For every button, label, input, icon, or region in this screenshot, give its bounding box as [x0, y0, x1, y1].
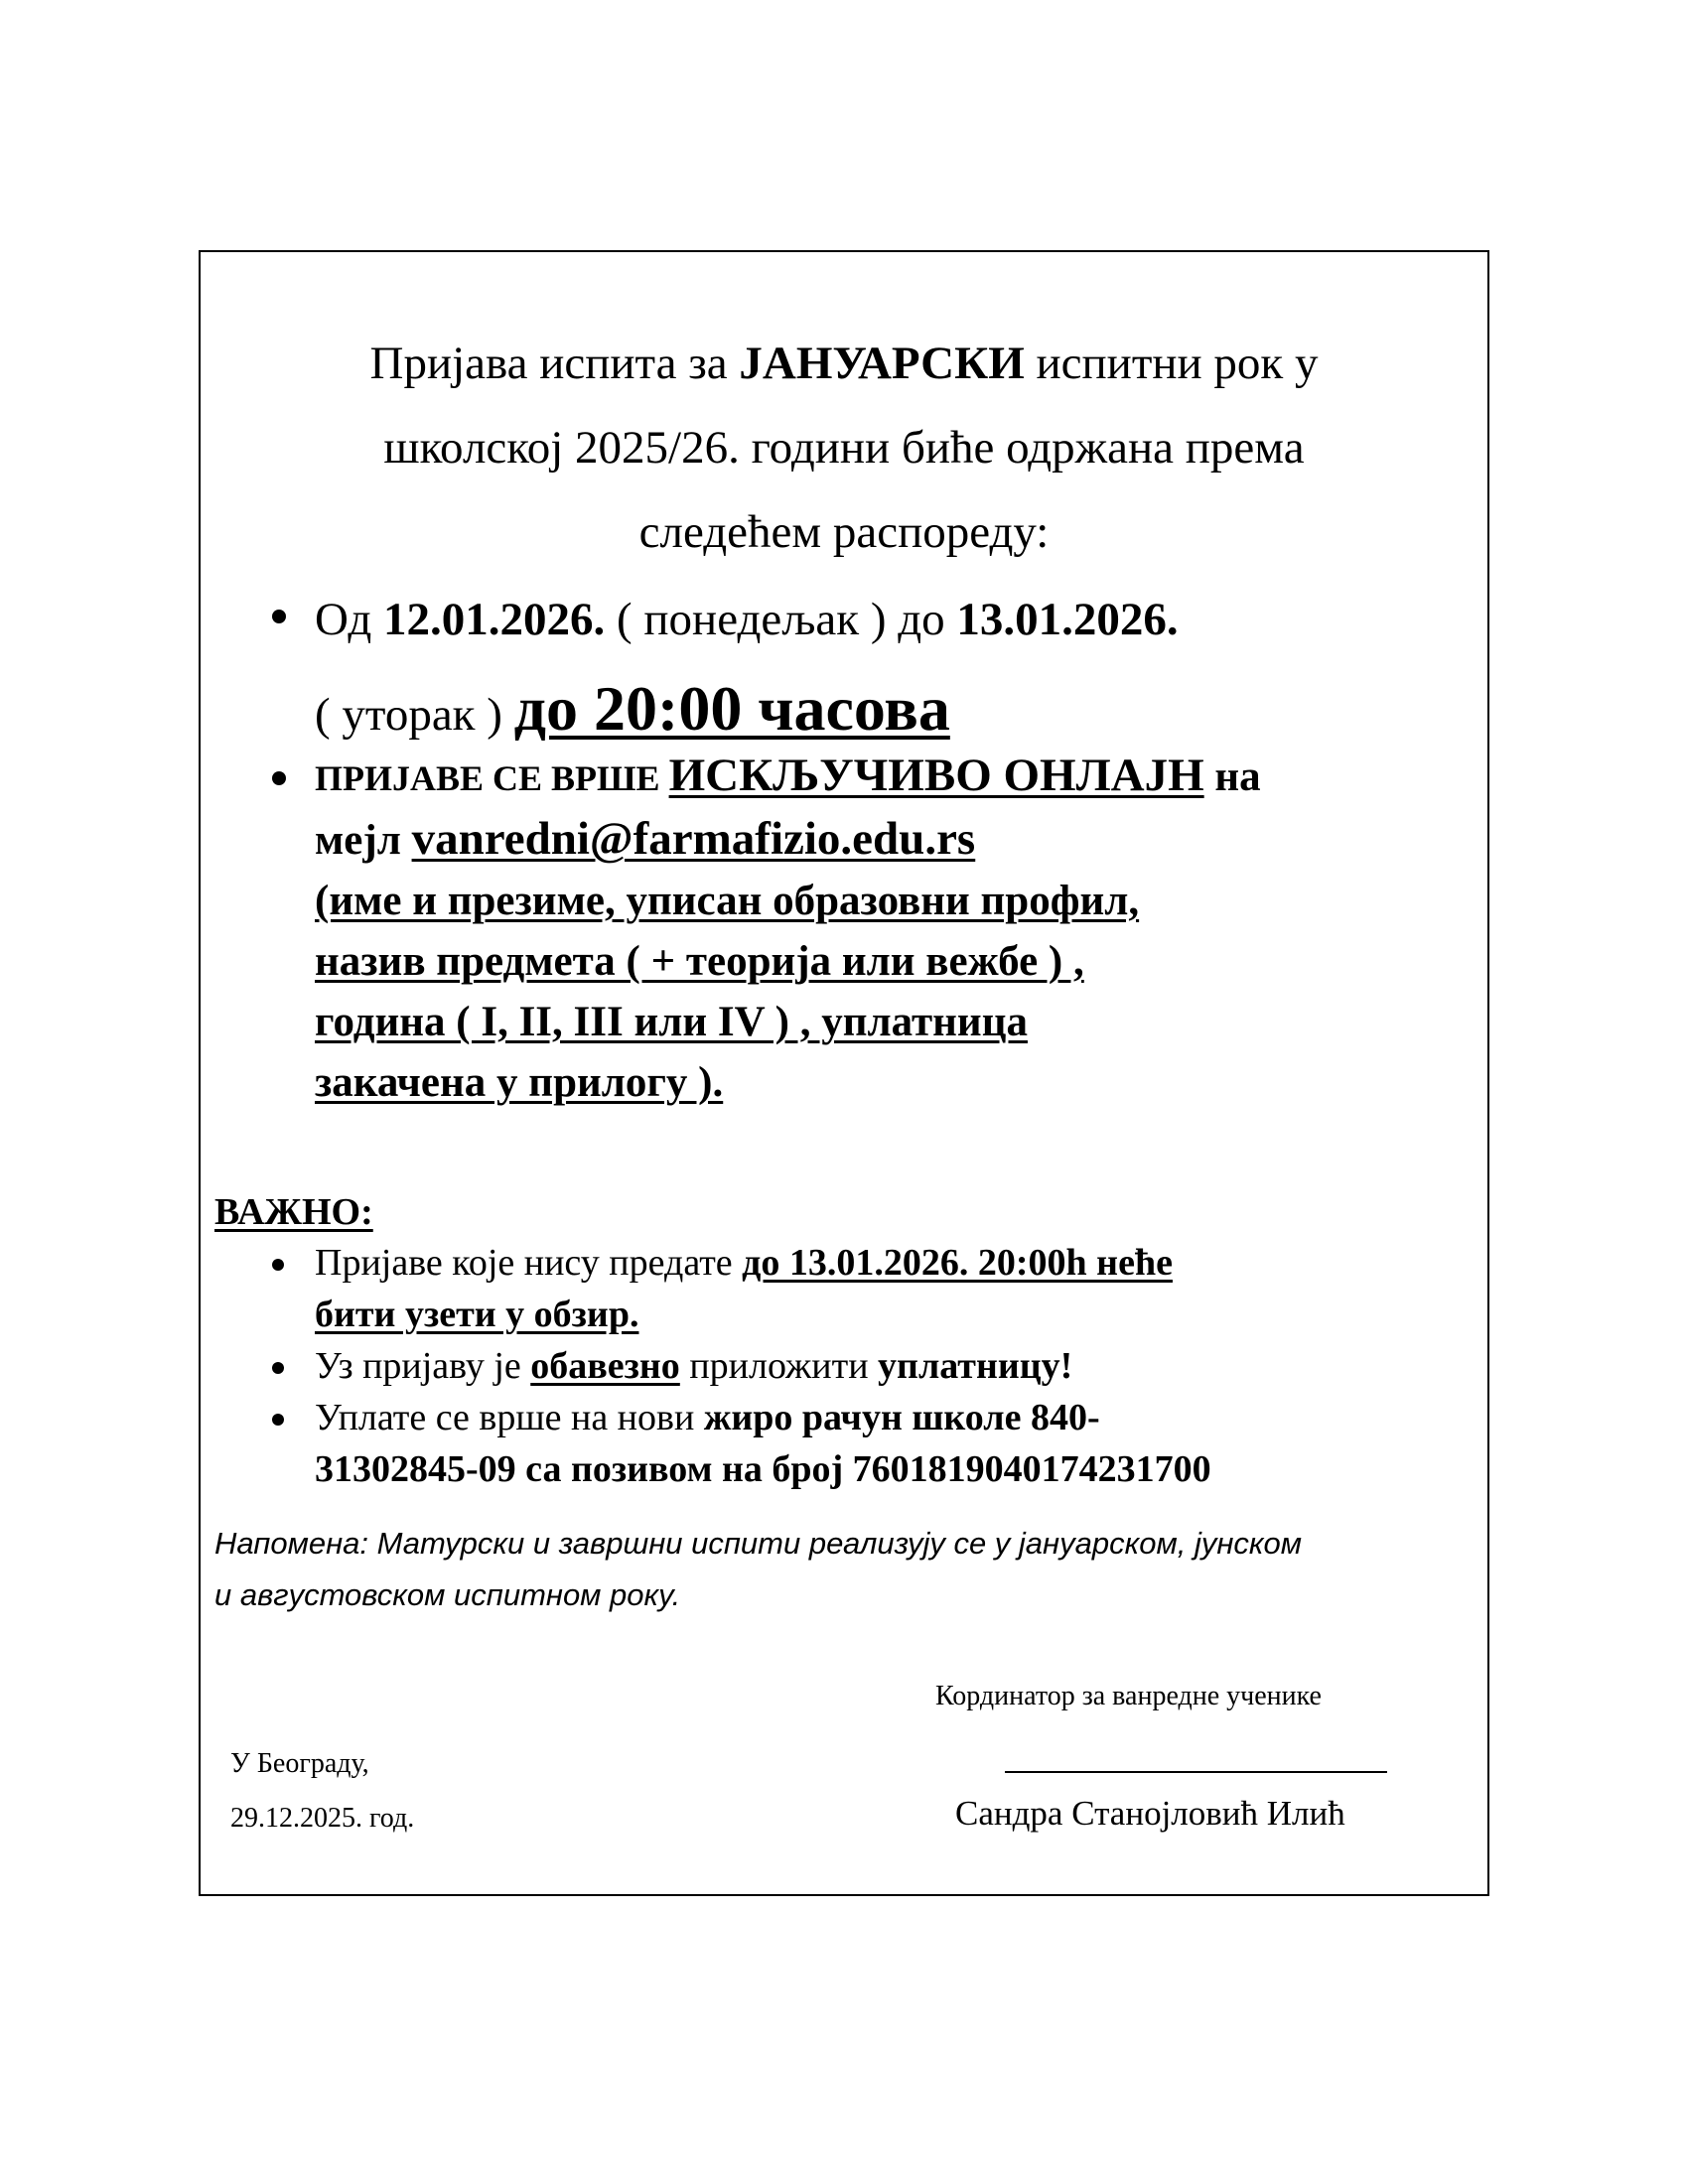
- place: У Београду,: [230, 1748, 369, 1779]
- online-line-2: мејл vanredni@farmafizio.edu.rs: [315, 813, 976, 865]
- remark-line-2: и августовском испитном року.: [214, 1577, 681, 1612]
- issue-date: 29.12.2025. год.: [230, 1803, 415, 1834]
- online-details-3: година ( I, II, III или IV ) , уплатница: [315, 999, 1028, 1045]
- schedule-line-1: Од 12.01.2026. ( понедељак ) до 13.01.2026.: [315, 594, 1179, 645]
- exclusive-online: ИСКЉУЧИВО ОНЛАЈН: [668, 750, 1204, 801]
- place-and-date: [230, 1736, 414, 1845]
- start-date: 12.01.2026.: [383, 594, 606, 645]
- important-notes: [315, 1237, 1211, 1495]
- bullet-icon: [272, 1414, 284, 1426]
- online-submission: [315, 746, 1261, 1113]
- bullet-icon: [272, 610, 286, 623]
- intro-line-1: Пријава испита за ЈАНУАРСКИ испитни рок у: [369, 338, 1319, 389]
- online-line-1: ПРИЈАВЕ СЕ ВРШЕ ИСКЉУЧИВО ОНЛАЈН на: [315, 750, 1261, 801]
- intro-line-2: школској 2025/26. години биће одржана према: [383, 422, 1305, 474]
- email-link[interactable]: vanredni@farmafizio.edu.rs: [411, 813, 976, 865]
- remark-note: [214, 1518, 1302, 1621]
- deadline-time: до 20:00 часова: [513, 673, 950, 744]
- intro-line-3: следећем распореду:: [638, 506, 1050, 558]
- coordinator-title: Кординатор за ванредне ученике: [935, 1681, 1322, 1711]
- end-date: 13.01.2026.: [956, 594, 1179, 645]
- signature-line: [1005, 1771, 1387, 1773]
- online-details-1: (име и презиме, уписан образовни профил,: [315, 878, 1140, 924]
- bullet-icon: [272, 1362, 284, 1374]
- coordinator-name: Сандра Станојловић Илић: [955, 1794, 1345, 1833]
- important-heading: ВАЖНО:: [214, 1191, 373, 1233]
- remark-line-1: Напомена: Матурски и завршни испити реализују се у јануарском, јунском: [214, 1526, 1303, 1561]
- online-details-4: закачена у прилогу ).: [315, 1059, 724, 1106]
- month-highlight: ЈАНУАРСКИ: [739, 338, 1025, 389]
- bullet-icon: [272, 1259, 284, 1271]
- schedule-dates: [315, 575, 1179, 759]
- note-1-line-1: Пријаве које нису предате до 13.01.2026. 20:00h неће: [315, 1242, 1173, 1284]
- online-details-2: назив предмета ( + теорија или вежбе ) ,: [315, 938, 1084, 985]
- payment-account: 31302845-09 са позивом на број 7601819040174231700: [315, 1448, 1211, 1490]
- notice-frame: [199, 250, 1489, 1896]
- bullet-icon: [272, 771, 286, 785]
- note-3-line-1: Уплате се врше на нови жиро рачун школе 840-: [315, 1397, 1100, 1438]
- note-1-line-2: бити узети у обзир.: [315, 1294, 639, 1335]
- note-3-line-2: [315, 1443, 1211, 1495]
- note-2: Уз пријаву је обавезно приложити уплатницу!: [315, 1345, 1073, 1387]
- schedule-line-2: ( уторак ) до 20:00 часова: [315, 673, 950, 744]
- intro-paragraph: [201, 322, 1487, 575]
